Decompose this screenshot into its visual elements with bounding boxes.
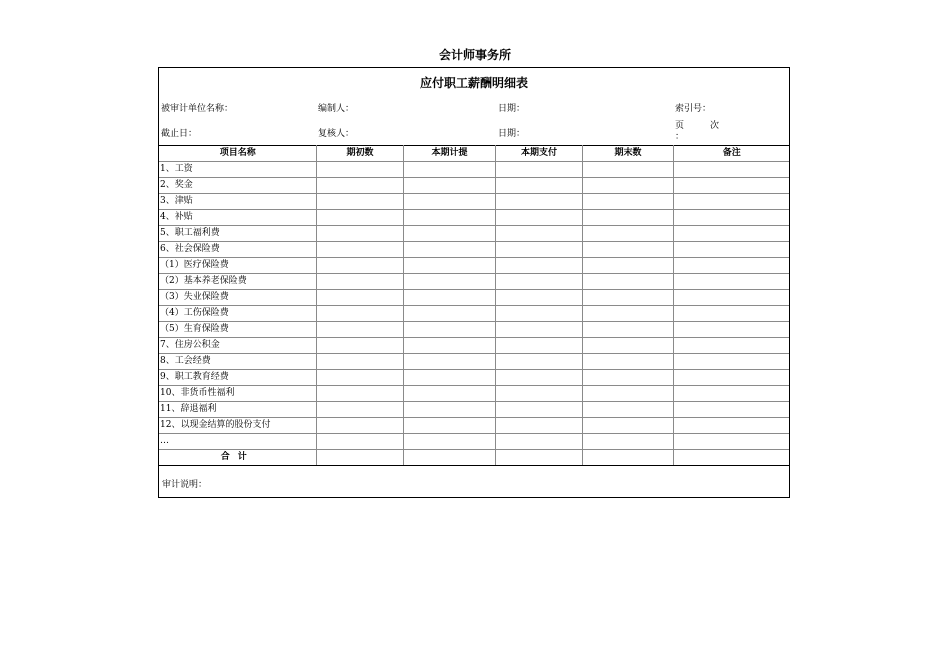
row-cell[interactable] — [582, 258, 673, 274]
row-cell[interactable] — [582, 162, 673, 178]
row-cell[interactable] — [403, 434, 495, 450]
table-row — [159, 274, 789, 290]
preparer-label: 编制人： — [318, 104, 355, 114]
row-cell[interactable] — [495, 434, 582, 450]
col-header-item: 项目名称 — [159, 146, 316, 162]
cutoff-date-label: 截止日： — [161, 129, 198, 139]
row-cell[interactable] — [495, 242, 582, 258]
row-cell[interactable] — [673, 354, 789, 370]
page-label: 页 — [675, 121, 685, 131]
table-row — [159, 418, 789, 434]
table-row — [159, 386, 789, 402]
table-row — [159, 194, 789, 210]
row-cell[interactable] — [582, 434, 673, 450]
row-cell[interactable] — [582, 242, 673, 258]
row-cell[interactable] — [403, 402, 495, 418]
row-cell[interactable] — [403, 370, 495, 386]
row-cell[interactable] — [673, 162, 789, 178]
row-item-name: （1）医疗保险费 — [159, 258, 316, 274]
row-cell[interactable] — [495, 290, 582, 306]
row-cell[interactable] — [495, 258, 582, 274]
total-cell[interactable] — [673, 450, 789, 466]
row-cell[interactable] — [316, 242, 403, 258]
table-row — [159, 226, 789, 242]
row-cell[interactable] — [673, 418, 789, 434]
row-cell[interactable] — [403, 274, 495, 290]
row-cell[interactable] — [403, 178, 495, 194]
row-cell[interactable] — [495, 274, 582, 290]
row-cell[interactable] — [403, 418, 495, 434]
row-cell[interactable] — [316, 274, 403, 290]
row-cell[interactable] — [582, 210, 673, 226]
total-cell[interactable] — [316, 450, 403, 466]
row-cell[interactable] — [495, 210, 582, 226]
row-cell[interactable] — [316, 434, 403, 450]
col-header-remarks: 备注 — [673, 146, 789, 162]
table-header-row — [159, 146, 789, 162]
row-cell[interactable] — [403, 258, 495, 274]
table-row — [159, 306, 789, 322]
table-row — [159, 258, 789, 274]
row-item-name: （5）生育保险费 — [159, 322, 316, 338]
reviewer-label: 复核人： — [318, 129, 355, 139]
row-cell[interactable] — [673, 306, 789, 322]
row-cell[interactable] — [673, 290, 789, 306]
table-row — [159, 242, 789, 258]
col-header-accrued: 本期计提 — [403, 146, 495, 162]
row-cell[interactable] — [403, 354, 495, 370]
row-cell[interactable] — [495, 354, 582, 370]
row-item-name: 6、社会保险费 — [159, 242, 316, 258]
row-cell[interactable] — [673, 274, 789, 290]
table-row — [159, 178, 789, 194]
row-item-name: 1、工资 — [159, 162, 316, 178]
table-row — [159, 322, 789, 338]
total-cell[interactable] — [582, 450, 673, 466]
row-cell[interactable] — [316, 194, 403, 210]
row-cell[interactable] — [582, 306, 673, 322]
row-cell[interactable] — [673, 402, 789, 418]
total-cell[interactable] — [403, 450, 495, 466]
row-item-name: 12、以现金结算的股份支付 — [159, 418, 316, 434]
row-item-name: 2、奖金 — [159, 178, 316, 194]
total-label: 合计 — [159, 450, 316, 466]
date-label-2: 日期： — [498, 129, 526, 139]
col-header-paid: 本期支付 — [495, 146, 582, 162]
salary-detail-table — [159, 145, 789, 466]
row-cell[interactable] — [316, 178, 403, 194]
table-row — [159, 354, 789, 370]
row-cell[interactable] — [495, 418, 582, 434]
row-cell[interactable] — [582, 386, 673, 402]
row-cell[interactable] — [673, 194, 789, 210]
table-row — [159, 370, 789, 386]
row-cell[interactable] — [582, 274, 673, 290]
row-cell[interactable] — [673, 242, 789, 258]
row-cell[interactable] — [495, 194, 582, 210]
form-title: 应付职工薪酬明细表 — [419, 76, 528, 90]
row-item-name: 11、辞退福利 — [159, 402, 316, 418]
row-cell[interactable] — [673, 338, 789, 354]
row-cell[interactable] — [582, 338, 673, 354]
total-cell[interactable] — [495, 450, 582, 466]
table-row — [159, 162, 789, 178]
row-cell[interactable] — [582, 290, 673, 306]
row-item-name: 7、住房公积金 — [159, 338, 316, 354]
table-row — [159, 402, 789, 418]
row-cell[interactable] — [316, 162, 403, 178]
row-cell[interactable] — [582, 226, 673, 242]
row-cell[interactable] — [495, 370, 582, 386]
table-row — [159, 290, 789, 306]
row-cell[interactable] — [495, 338, 582, 354]
row-cell[interactable] — [673, 226, 789, 242]
times-label: 次 — [710, 121, 720, 131]
row-cell[interactable] — [582, 418, 673, 434]
table-row — [159, 338, 789, 354]
audited-unit-label: 被审计单位名称： — [161, 104, 234, 114]
row-cell[interactable] — [403, 210, 495, 226]
date-label-1: 日期： — [498, 104, 526, 114]
row-cell[interactable] — [673, 258, 789, 274]
row-cell[interactable] — [316, 386, 403, 402]
row-cell[interactable] — [403, 322, 495, 338]
row-cell[interactable] — [495, 322, 582, 338]
working-paper-form — [158, 67, 790, 498]
row-item-name: 8、工会经费 — [159, 354, 316, 370]
row-cell[interactable] — [316, 290, 403, 306]
row-item-name: 10、非货币性福利 — [159, 386, 316, 402]
row-cell[interactable] — [403, 306, 495, 322]
col-header-closing: 期末数 — [582, 146, 673, 162]
row-cell[interactable] — [403, 386, 495, 402]
row-cell[interactable] — [582, 322, 673, 338]
index-number-label: 索引号： — [675, 104, 712, 114]
row-item-name: 5、职工福利费 — [159, 226, 316, 242]
row-cell[interactable] — [582, 402, 673, 418]
table-row — [159, 210, 789, 226]
row-item-name: 4、补贴 — [159, 210, 316, 226]
row-item-name: … — [159, 434, 316, 450]
col-header-opening: 期初数 — [316, 146, 403, 162]
row-cell[interactable] — [316, 402, 403, 418]
row-cell[interactable] — [316, 354, 403, 370]
row-cell[interactable] — [403, 338, 495, 354]
row-item-name: （3）失业保险费 — [159, 290, 316, 306]
row-cell[interactable] — [673, 386, 789, 402]
row-cell[interactable] — [403, 290, 495, 306]
row-cell[interactable] — [403, 162, 495, 178]
row-cell[interactable] — [316, 210, 403, 226]
row-cell[interactable] — [673, 322, 789, 338]
row-cell[interactable] — [495, 402, 582, 418]
row-cell[interactable] — [403, 226, 495, 242]
row-cell[interactable] — [495, 386, 582, 402]
row-cell[interactable] — [673, 210, 789, 226]
row-cell[interactable] — [582, 178, 673, 194]
row-cell[interactable] — [495, 178, 582, 194]
page-colon: ： — [675, 132, 685, 142]
audit-note-label: 审计说明： — [162, 480, 208, 490]
row-cell[interactable] — [582, 194, 673, 210]
row-cell[interactable] — [673, 178, 789, 194]
row-item-name: （2）基本养老保险费 — [159, 274, 316, 290]
row-item-name: （4）工伤保险费 — [159, 306, 316, 322]
row-cell[interactable] — [495, 306, 582, 322]
row-cell[interactable] — [582, 354, 673, 370]
row-cell[interactable] — [673, 434, 789, 450]
row-cell[interactable] — [495, 226, 582, 242]
row-cell[interactable] — [316, 322, 403, 338]
row-cell[interactable] — [316, 338, 403, 354]
row-cell[interactable] — [316, 306, 403, 322]
table-body — [159, 162, 789, 466]
total-row — [159, 450, 789, 466]
firm-name: 会计师事务所 — [438, 48, 511, 62]
row-cell[interactable] — [316, 370, 403, 386]
row-cell[interactable] — [316, 258, 403, 274]
row-cell[interactable] — [495, 162, 582, 178]
row-item-name: 3、津贴 — [159, 194, 316, 210]
row-cell[interactable] — [582, 370, 673, 386]
row-cell[interactable] — [403, 242, 495, 258]
row-cell[interactable] — [316, 226, 403, 242]
table-row — [159, 434, 789, 450]
row-cell[interactable] — [673, 370, 789, 386]
row-item-name: 9、职工教育经费 — [159, 370, 316, 386]
row-cell[interactable] — [316, 418, 403, 434]
row-cell[interactable] — [403, 194, 495, 210]
